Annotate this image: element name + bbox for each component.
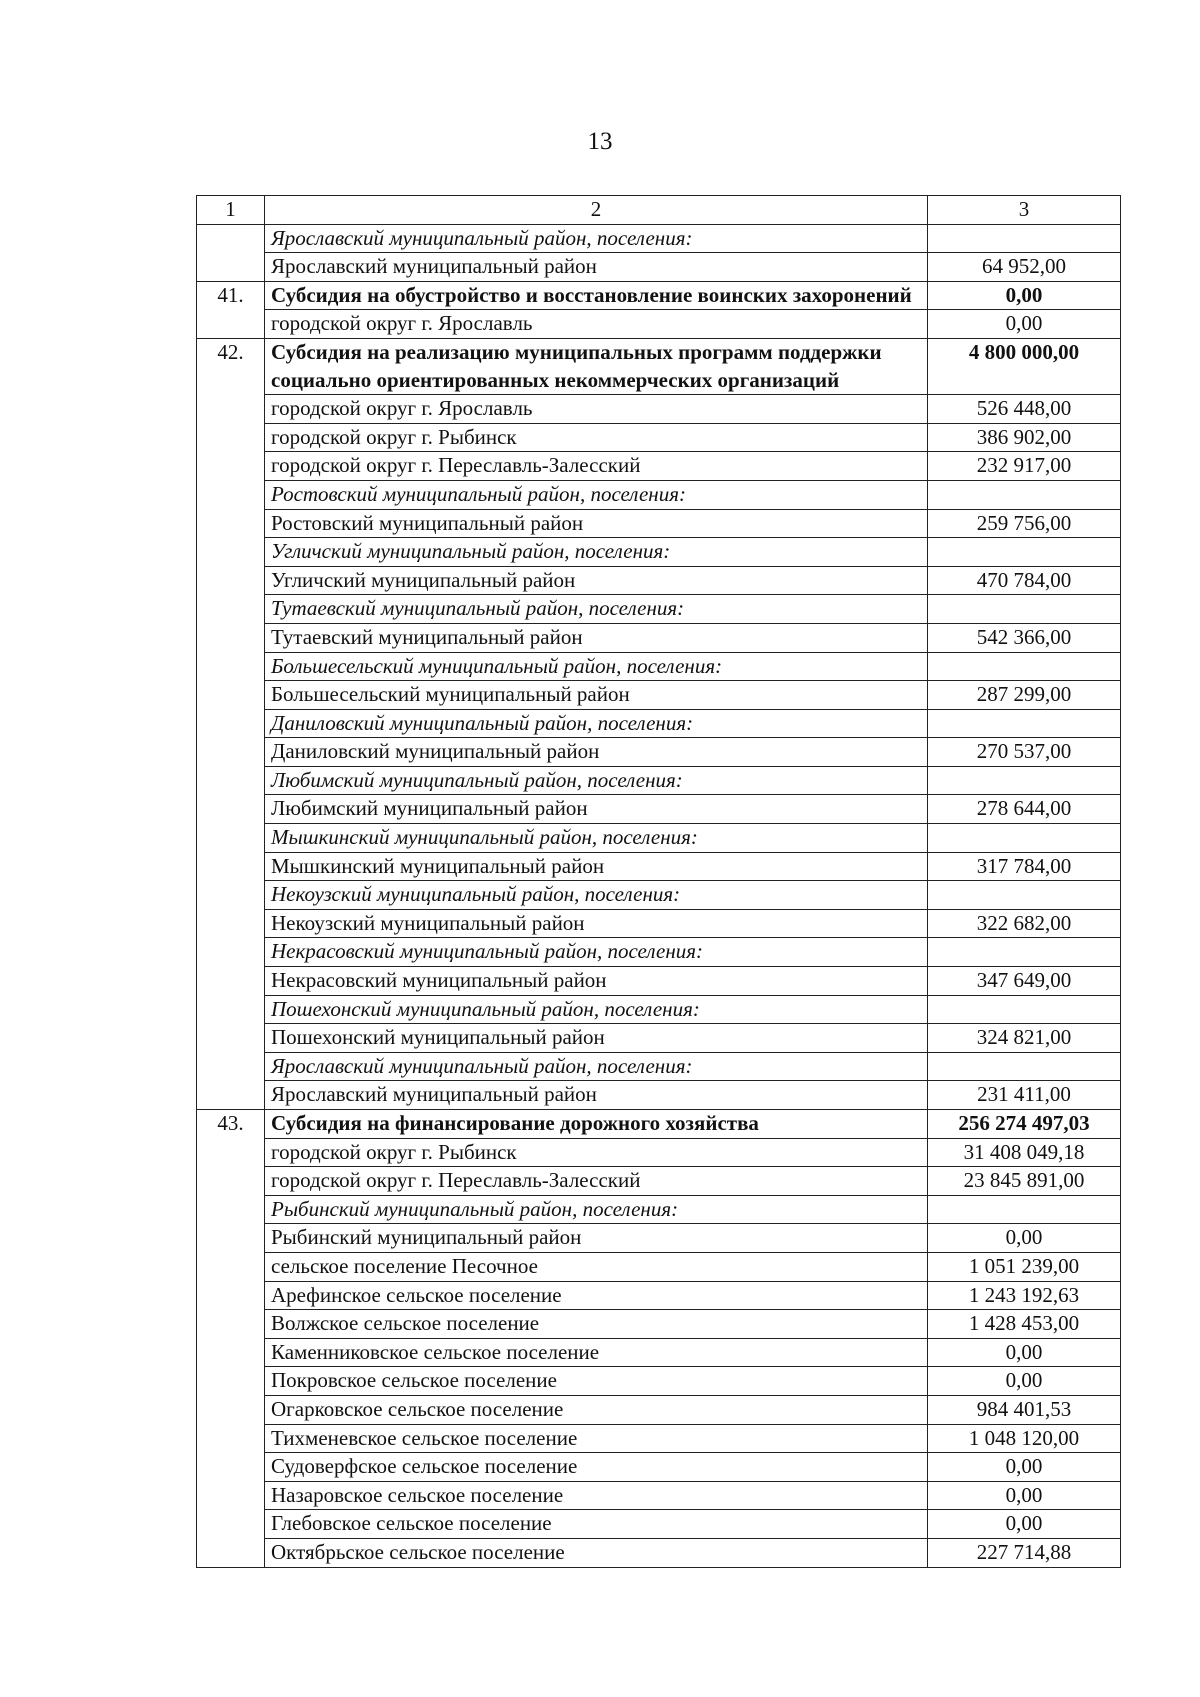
group-heading-row [197,224,1121,253]
row-name: Покровское сельское поселение [265,1367,928,1396]
row-amount: 526 448,00 [928,395,1121,424]
table-row [197,1252,1121,1281]
row-name: Рыбинский муниципальный район [265,1224,928,1253]
table-row [197,681,1121,710]
row-name: Любимский муниципальный район [265,795,928,824]
table-row [197,1024,1121,1053]
row-amount: 64 952,00 [928,253,1121,282]
table-row [197,452,1121,481]
table-row [197,1395,1121,1424]
table-row [197,1224,1121,1253]
table-row [197,1510,1121,1539]
header-col-1: 1 [197,196,265,225]
table-row [197,566,1121,595]
row-name: Мышкинский муниципальный район, поселения: [265,824,928,853]
row-number [197,967,265,996]
row-amount [928,652,1121,681]
table-row [197,509,1121,538]
section-row [197,338,1121,394]
row-number [197,395,265,424]
row-amount [928,224,1121,253]
row-amount: 0,00 [928,1224,1121,1253]
row-amount [928,538,1121,567]
row-amount: 0,00 [928,1367,1121,1396]
row-name: Ярославский муниципальный район [265,253,928,282]
row-name: городской округ г. Рыбинск [265,1138,928,1167]
row-name: Глебовское сельское поселение [265,1510,928,1539]
table-row [197,1424,1121,1453]
row-number [197,1138,265,1167]
table-row [197,253,1121,282]
row-number [197,909,265,938]
row-amount: 231 411,00 [928,1081,1121,1110]
row-amount: 322 682,00 [928,909,1121,938]
row-amount: 0,00 [928,310,1121,339]
row-name: Ярославский муниципальный район, поселения: [265,224,928,253]
row-amount [928,766,1121,795]
table-row [197,1538,1121,1567]
table-row [197,1167,1121,1196]
row-name: городской округ г. Переславль-Залесский [265,1167,928,1196]
table-row [197,1310,1121,1339]
row-amount: 4 800 000,00 [928,338,1121,394]
row-number [197,1195,265,1224]
row-number [197,1252,265,1281]
row-name: Рыбинский муниципальный район, поселения: [265,1195,928,1224]
row-amount: 227 714,88 [928,1538,1121,1567]
row-amount: 0,00 [928,1338,1121,1367]
row-name: Субсидия на реализацию муниципальных программ поддержки социально ориентированных некоммерческих организаций [265,338,928,394]
row-number [197,452,265,481]
group-heading-row [197,995,1121,1024]
row-name: городской округ г. Ярославль [265,395,928,424]
row-amount: 347 649,00 [928,967,1121,996]
row-number [197,681,265,710]
group-heading-row [197,881,1121,910]
group-heading-row [197,1052,1121,1081]
row-name: Большесельский муниципальный район, поселения: [265,652,928,681]
table-row [197,1338,1121,1367]
row-number [197,224,265,253]
row-amount: 23 845 891,00 [928,1167,1121,1196]
row-number [197,480,265,509]
table-row [197,395,1121,424]
row-amount: 984 401,53 [928,1395,1121,1424]
row-name: Каменниковское сельское поселение [265,1338,928,1367]
row-amount [928,1052,1121,1081]
row-number [197,795,265,824]
row-amount: 31 408 049,18 [928,1138,1121,1167]
row-number [197,538,265,567]
table-row [197,1481,1121,1510]
group-heading-row [197,595,1121,624]
row-name: Некрасовский муниципальный район [265,967,928,996]
row-amount: 1 243 192,63 [928,1281,1121,1310]
row-name: Даниловский муниципальный район [265,738,928,767]
group-heading-row [197,538,1121,567]
row-name: Пошехонский муниципальный район, поселения: [265,995,928,1024]
row-name: городской округ г. Рыбинск [265,423,928,452]
row-number [197,1081,265,1110]
row-name: Мышкинский муниципальный район [265,852,928,881]
row-number [197,1453,265,1482]
row-number [197,1367,265,1396]
row-number [197,310,265,339]
table-row [197,1281,1121,1310]
row-name: Назаровское сельское поселение [265,1481,928,1510]
row-amount: 259 756,00 [928,509,1121,538]
group-heading-row [197,824,1121,853]
row-number [197,766,265,795]
row-number [197,1338,265,1367]
row-name: городской округ г. Ярославль [265,310,928,339]
row-name: Тутаевский муниципальный район [265,623,928,652]
row-name: Даниловский муниципальный район, поселения: [265,709,928,738]
row-amount: 278 644,00 [928,795,1121,824]
row-amount: 0,00 [928,1481,1121,1510]
row-name: Большесельский муниципальный район [265,681,928,710]
row-number [197,423,265,452]
row-amount [928,881,1121,910]
row-number [197,1052,265,1081]
table-row [197,310,1121,339]
header-col-3: 3 [928,196,1121,225]
row-amount: 0,00 [928,1510,1121,1539]
row-name: Ростовский муниципальный район [265,509,928,538]
row-amount: 1 051 239,00 [928,1252,1121,1281]
table-header-row [197,196,1121,225]
page-number: 13 [587,128,613,155]
section-row [197,1110,1121,1139]
row-number [197,623,265,652]
row-name: Ярославский муниципальный район [265,1081,928,1110]
row-amount [928,480,1121,509]
table-row [197,967,1121,996]
table-row [197,623,1121,652]
row-name: Тутаевский муниципальный район, поселения: [265,595,928,624]
row-number [197,881,265,910]
row-amount: 232 917,00 [928,452,1121,481]
row-amount [928,824,1121,853]
row-name: Ярославский муниципальный район, поселения: [265,1052,928,1081]
row-number [197,1281,265,1310]
row-amount: 0,00 [928,1453,1121,1482]
section-row [197,281,1121,310]
row-amount: 1 428 453,00 [928,1310,1121,1339]
row-name: Некоузский муниципальный район, поселения: [265,881,928,910]
row-amount: 542 366,00 [928,623,1121,652]
row-name: Тихменевское сельское поселение [265,1424,928,1453]
row-number [197,1395,265,1424]
row-number [197,1310,265,1339]
group-heading-row [197,652,1121,681]
table-row [197,1453,1121,1482]
table-row [197,1367,1121,1396]
row-number [197,852,265,881]
row-number [197,1024,265,1053]
row-name: Некоузский муниципальный район [265,909,928,938]
row-amount: 0,00 [928,281,1121,310]
table-row [197,423,1121,452]
row-number [197,566,265,595]
group-heading-row [197,709,1121,738]
row-number [197,938,265,967]
row-name: Огарковское сельское поселение [265,1395,928,1424]
row-name: Волжское сельское поселение [265,1310,928,1339]
row-amount [928,709,1121,738]
row-name: Пошехонский муниципальный район [265,1024,928,1053]
row-name: Арефинское сельское поселение [265,1281,928,1310]
row-amount: 270 537,00 [928,738,1121,767]
row-amount: 1 048 120,00 [928,1424,1121,1453]
row-number [197,1167,265,1196]
row-number [197,1424,265,1453]
row-amount [928,595,1121,624]
row-amount: 470 784,00 [928,566,1121,595]
table-row [197,738,1121,767]
group-heading-row [197,480,1121,509]
row-name: Октябрьское сельское поселение [265,1538,928,1567]
row-number [197,652,265,681]
row-number: 41. [197,281,265,310]
row-name: Угличский муниципальный район [265,566,928,595]
row-amount [928,1195,1121,1224]
table-row [197,852,1121,881]
row-name: Угличский муниципальный район, поселения: [265,538,928,567]
row-amount: 324 821,00 [928,1024,1121,1053]
row-number [197,1224,265,1253]
row-name: Ростовский муниципальный район, поселения: [265,480,928,509]
row-amount: 256 274 497,03 [928,1110,1121,1139]
row-name: городской округ г. Переславль-Залесский [265,452,928,481]
table-row [197,795,1121,824]
group-heading-row [197,766,1121,795]
row-name: Любимский муниципальный район, поселения: [265,766,928,795]
row-name: Судоверфское сельское поселение [265,1453,928,1482]
row-amount: 317 784,00 [928,852,1121,881]
table-row [197,1138,1121,1167]
row-name: Субсидия на обустройство и восстановление воинских захоронений [265,281,928,310]
row-number [197,253,265,282]
group-heading-row [197,938,1121,967]
subsidy-table [196,195,1121,1568]
group-heading-row [197,1195,1121,1224]
table-row [197,1081,1121,1110]
row-number [197,709,265,738]
row-number [197,824,265,853]
row-number [197,595,265,624]
row-amount: 287 299,00 [928,681,1121,710]
header-col-2: 2 [265,196,928,225]
row-amount: 386 902,00 [928,423,1121,452]
row-name: Некрасовский муниципальный район, поселения: [265,938,928,967]
row-number [197,995,265,1024]
row-name: Субсидия на финансирование дорожного хозяйства [265,1110,928,1139]
row-number [197,1481,265,1510]
row-amount [928,938,1121,967]
row-amount [928,995,1121,1024]
row-number [197,738,265,767]
row-number: 43. [197,1110,265,1139]
row-number: 42. [197,338,265,394]
row-name: сельское поселение Песочное [265,1252,928,1281]
row-number [197,509,265,538]
table-row [197,909,1121,938]
row-number [197,1538,265,1567]
row-number [197,1510,265,1539]
